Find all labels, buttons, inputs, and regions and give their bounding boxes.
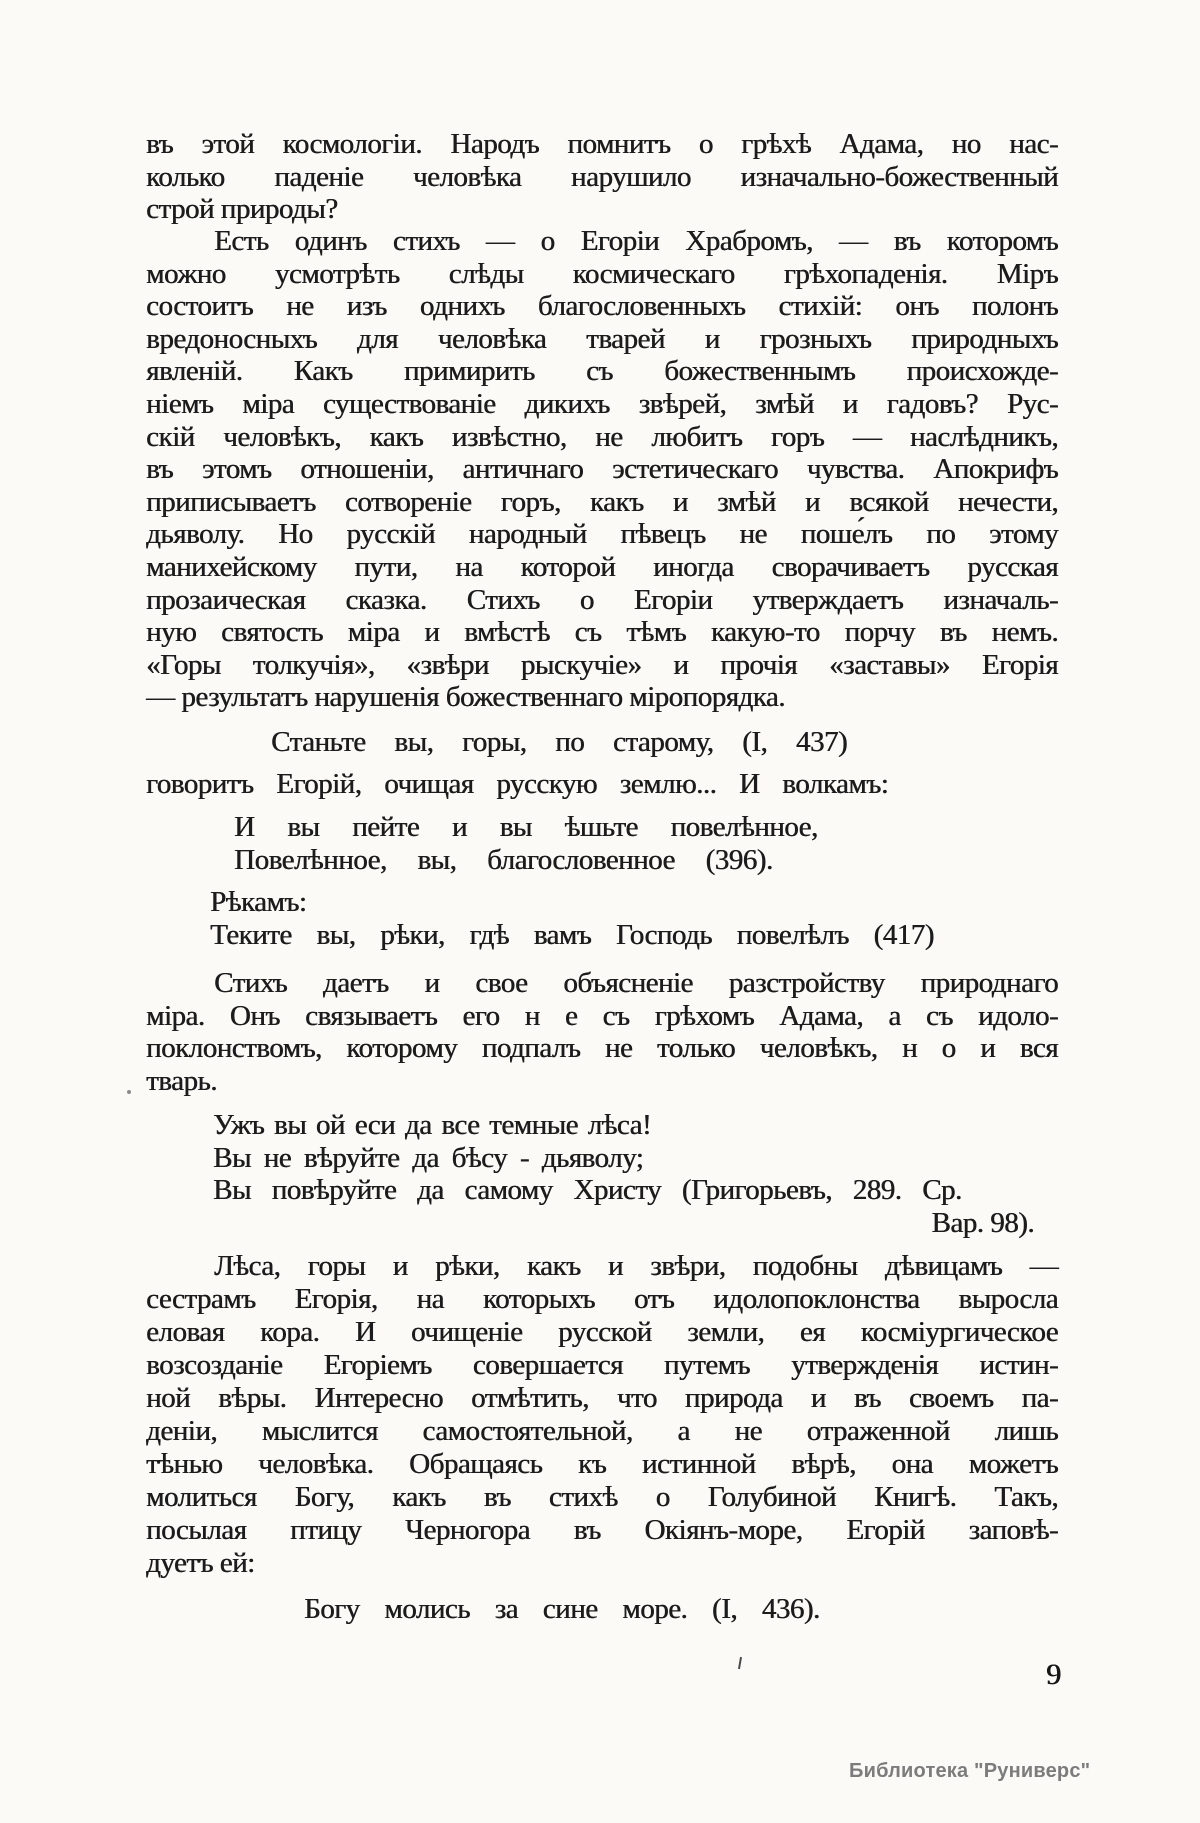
- text-line: Рѣкамъ:: [210, 886, 307, 918]
- verse-line: Повелѣнное, вы, благословенное (396).: [234, 843, 773, 876]
- text-line: молиться Богу, какъ въ стихѣ о Голубиной Книгѣ. Такъ,: [146, 1481, 1058, 1513]
- text-line: Стихъ даетъ и свое объясненіе разстройству природнаго: [214, 967, 1058, 999]
- text-line: посылая птицу Черногора въ Окіянъ-море, Егорій заповѣ-: [146, 1514, 1058, 1546]
- text-line: колько паденіе человѣка нарушило изначально-божественный: [146, 160, 1058, 193]
- paragraph-connecting: [146, 768, 1058, 801]
- scan-speck: [738, 1657, 742, 1669]
- text-line: въ этой космологіи. Народъ помнитъ о грѣхѣ Адама, но нас-: [146, 128, 1058, 160]
- paragraph-rivers: [210, 886, 1058, 951]
- text-line: состоитъ не изъ однихъ благословенныхъ стихій: онъ полонъ: [146, 290, 1058, 323]
- verse-quote-1: [271, 726, 1031, 759]
- page-number: 9: [1046, 1658, 1061, 1691]
- text-line: «Горы толкучія», «звѣри рыскучіе» и прочія «заставы» Егорія: [146, 648, 1058, 681]
- paragraph-closing: [146, 1250, 1058, 1580]
- paragraph-main: [146, 225, 1058, 714]
- text-line: еловая кора. И очищеніе русской земли, ея косміургическое: [146, 1316, 1058, 1348]
- text-line: тварь.: [146, 1064, 217, 1097]
- verse-line: Богу молись за сине море. (І, 436).: [304, 1593, 820, 1625]
- verse-line: Вар. 98).: [931, 1206, 1034, 1239]
- text-line: тѣнью человѣка. Обращаясь къ истинной вѣрѣ, она можетъ: [146, 1448, 1058, 1480]
- verse-line: И вы пейте и вы ѣшьте повелѣнное,: [234, 811, 818, 843]
- text-line: — результатъ нарушенія божественнаго міропорядка.: [146, 681, 785, 714]
- verse-line: Вы не вѣруйте да бѣсу - дьяволу;: [213, 1141, 644, 1174]
- text-line: строй природы?: [146, 193, 338, 226]
- verse-line: Ужъ вы ой еси да все темные лѣса!: [213, 1109, 652, 1141]
- verse-line: Теките вы, рѣки, гдѣ вамъ Господь повелѣлъ (417): [210, 918, 934, 951]
- text-line: ніемъ міра существованіе дикихъ звѣрей, змѣй и гадовъ? Рус-: [146, 387, 1058, 420]
- text-line: Лѣса, горы и рѣки, какъ и звѣри, подобны дѣвицамъ —: [214, 1250, 1058, 1282]
- text-line: поклонствомъ, которому подпалъ не только человѣкъ, н о и вся: [146, 1032, 1058, 1065]
- verse-quote-4: [304, 1593, 1054, 1626]
- text-line: сестрамъ Егорія, на которыхъ отъ идолопоклонства выросла: [146, 1283, 1058, 1315]
- paragraph-opening: [146, 128, 1058, 226]
- text-line: дуетъ ей:: [146, 1547, 255, 1579]
- text-line: приписываетъ сотвореніе горъ, какъ и змѣй и всякой нечести,: [146, 485, 1058, 518]
- library-watermark: Библиотека "Руниверс": [849, 1760, 1091, 1782]
- paragraph-explanation: [146, 967, 1058, 1097]
- text-line: вредоносныхъ для человѣка тварей и грозныхъ природныхъ: [146, 322, 1058, 355]
- text-line: говоритъ Егорій, очищая русскую землю... И волкамъ:: [146, 768, 889, 800]
- text-line: ную святость міра и вмѣстѣ съ тѣмъ какую-то порчу въ немъ.: [146, 616, 1058, 649]
- scan-speck: [127, 1090, 131, 1094]
- text-line: прозаическая сказка. Стихъ о Егоріи утверждаетъ изначаль-: [146, 583, 1058, 616]
- text-line: возсозданіе Егоріемъ совершается путемъ утвержденія истин-: [146, 1349, 1058, 1381]
- text-line: дьяволу. Но русскій народный пѣвецъ не поше́лъ по этому: [146, 518, 1058, 551]
- text-line: явленій. Какъ примирить съ божественнымъ происхожде-: [146, 355, 1058, 388]
- text-line: ной вѣры. Интересно отмѣтить, что природа и въ своемъ па-: [146, 1382, 1058, 1414]
- text-line: деніи, мыслится самостоятельной, а не отраженной лишь: [146, 1415, 1058, 1447]
- text-line: манихейскому пути, на которой иногда сворачиваетъ русская: [146, 550, 1058, 583]
- verse-line: Вы повѣруйте да самому Христу (Григорьевъ, 289. Ср.: [213, 1174, 962, 1207]
- verse-line: Станьте вы, горы, по старому, (І, 437): [271, 726, 848, 758]
- text-line: скій человѣкъ, какъ извѣстно, не любитъ горъ — наслѣдникъ,: [146, 420, 1058, 453]
- text-line: міра. Онъ связываетъ его н е съ грѣхомъ Адама, а съ идоло-: [146, 999, 1058, 1032]
- text-line: можно усмотрѣть слѣды космическаго грѣхопаденія. Міръ: [146, 257, 1058, 290]
- verse-quote-2: [234, 811, 1014, 876]
- verse-quote-3: [213, 1109, 1058, 1239]
- text-line: Есть одинъ стихъ — о Егоріи Храбромъ, — въ которомъ: [214, 225, 1058, 257]
- text-line: въ этомъ отношеніи, античнаго эстетическаго чувства. Апокрифъ: [146, 453, 1058, 486]
